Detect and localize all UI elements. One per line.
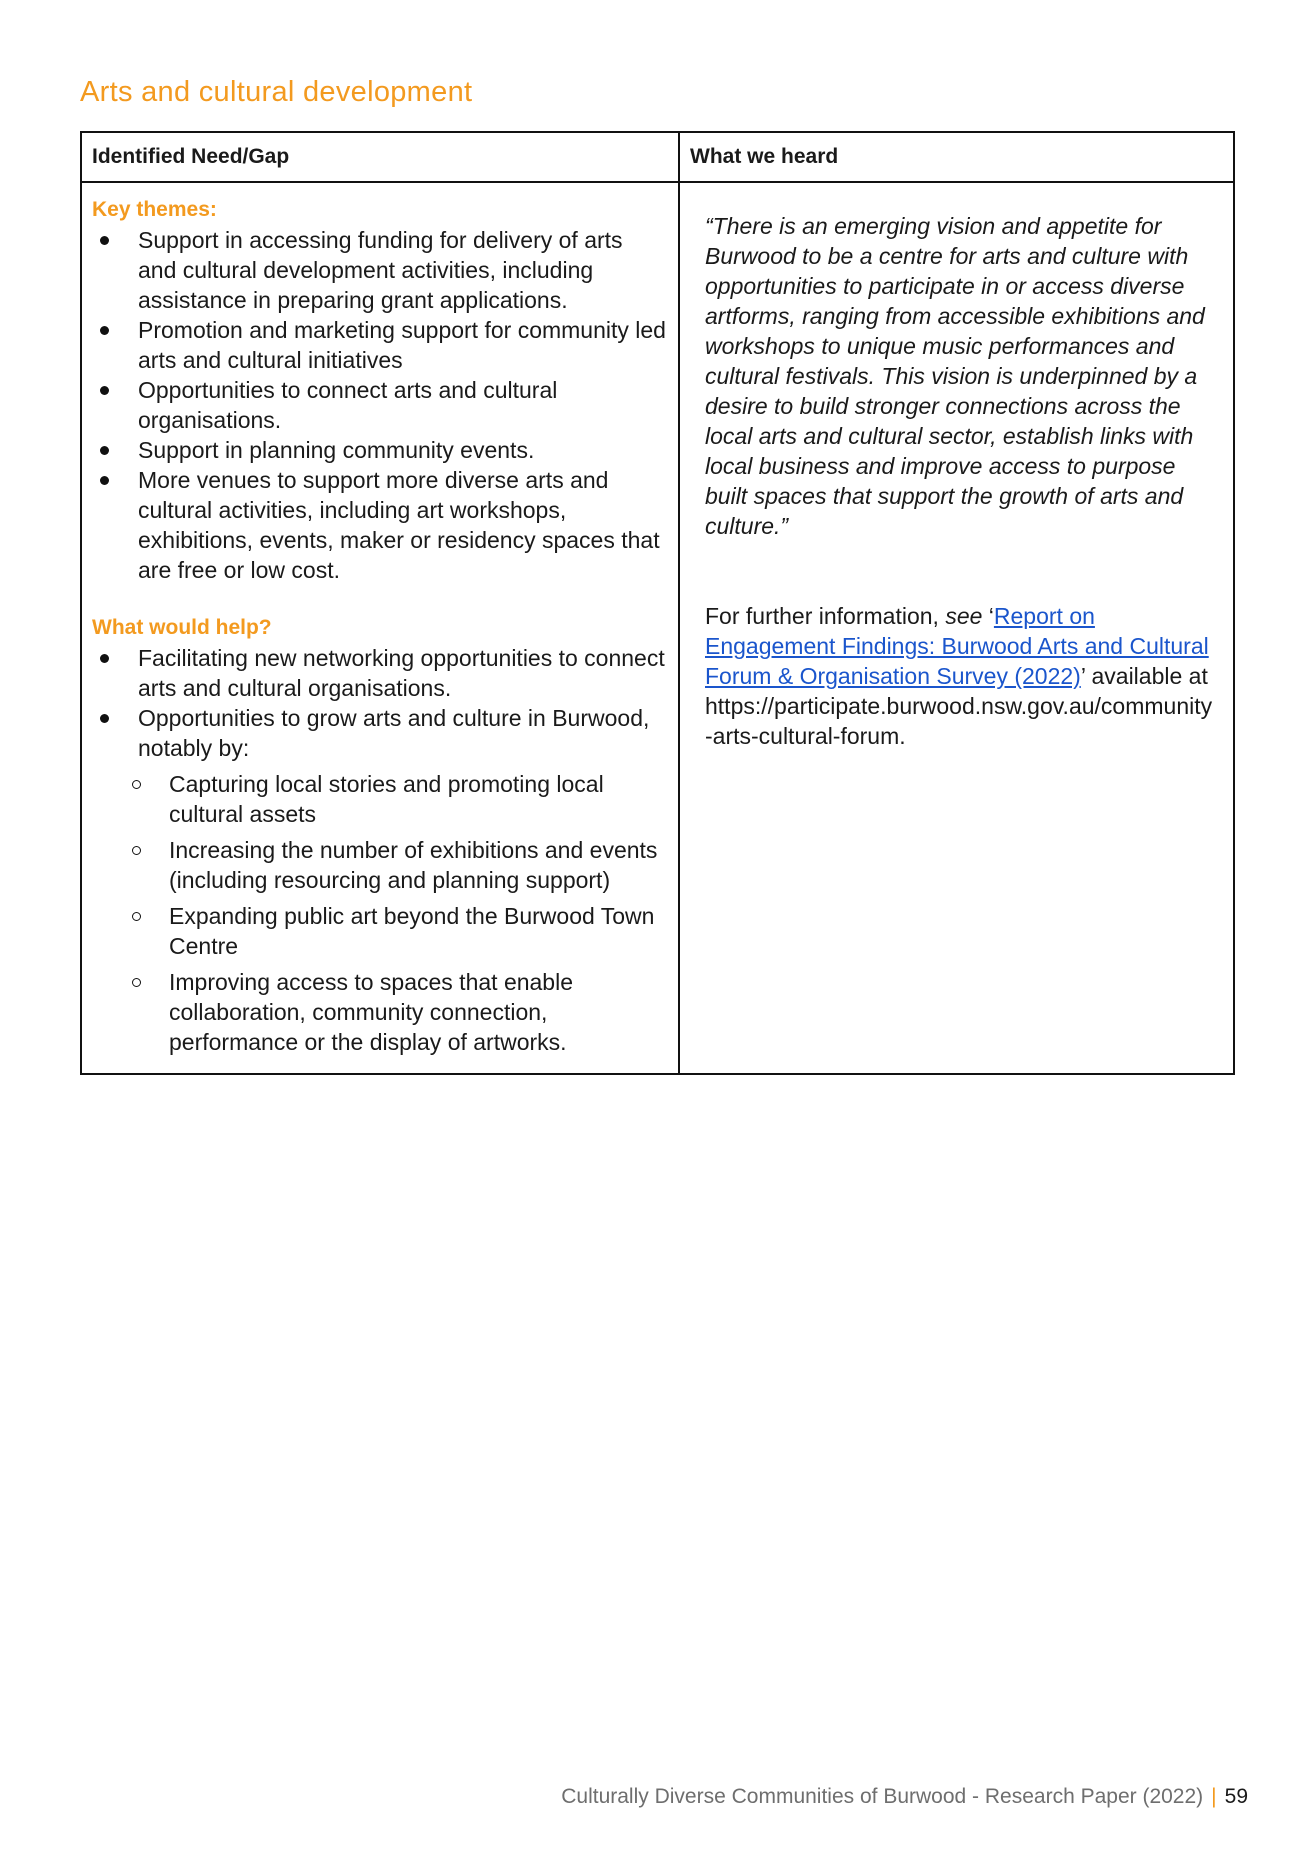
- page-title: Arts and cultural development: [80, 76, 473, 108]
- needs-table: [80, 131, 1235, 1075]
- sub-list-item: [92, 901, 666, 961]
- table-header-row: [81, 132, 1234, 182]
- key-themes-heading: Key themes:: [92, 198, 217, 221]
- available-at-text: available at: [1085, 663, 1208, 689]
- further-close-quote: ’: [1080, 663, 1086, 689]
- further-information: [705, 601, 1217, 751]
- bullet-icon: [100, 236, 109, 245]
- key-theme-text: Support in planning community events.: [138, 437, 535, 463]
- bullet-icon: [100, 386, 109, 395]
- community-quote: “There is an emerging vision and appetite for Burwood to be a centre for arts and culture with opportunities to participate in or access diverse artforms, ranging from accessible exhibitions and workshops to unique music performances and cultural festivals. This vision is underpinned by a desire to build stronger connections across the local arts and cultural sector, establish links with local business and improve access to purpose built spaces that support the growth of arts and culture.”: [705, 213, 1205, 539]
- circle-bullet-icon: [132, 846, 141, 855]
- list-item: [92, 375, 666, 435]
- key-theme-text: Support in accessing funding for delivery of arts and cultural development activities, including assistance in preparing grant applications.: [138, 227, 623, 313]
- list-item: [92, 225, 666, 315]
- footer-separator: |: [1211, 1785, 1217, 1808]
- identified-need-cell: [81, 182, 679, 1074]
- what-would-help-heading: What would help?: [92, 616, 272, 639]
- list-item: [92, 315, 666, 375]
- circle-bullet-icon: [132, 978, 141, 987]
- bullet-icon: [100, 476, 109, 485]
- page-footer: [561, 1785, 1248, 1809]
- circle-bullet-icon: [132, 780, 141, 789]
- circle-bullet-icon: [132, 912, 141, 921]
- help-subitem-text: Capturing local stories and promoting local cultural assets: [169, 771, 604, 827]
- list-item: [92, 465, 666, 585]
- table-row: [81, 182, 1234, 1074]
- list-item: [92, 703, 666, 763]
- header-identified-need: Identified Need/Gap: [81, 132, 679, 182]
- sub-list-item: [92, 967, 666, 1057]
- key-theme-text: Promotion and marketing support for community led arts and cultural initiatives: [138, 317, 666, 373]
- help-subitem-text: Increasing the number of exhibitions and events (including resourcing and planning support): [169, 837, 658, 893]
- bullet-icon: [100, 326, 109, 335]
- key-themes-list: [92, 225, 666, 585]
- further-see: see: [945, 603, 983, 629]
- header-what-we-heard: What we heard: [679, 132, 1234, 182]
- help-subitem-text: Expanding public art beyond the Burwood Town Centre: [169, 903, 655, 959]
- bullet-icon: [100, 654, 109, 663]
- key-theme-text: More venues to support more diverse arts and cultural activities, including art workshops, exhibitions, events, maker or residency spaces that are free or low cost.: [138, 467, 660, 583]
- bullet-icon: [100, 714, 109, 723]
- key-theme-text: Opportunities to connect arts and cultural organisations.: [138, 377, 558, 433]
- help-subitem-text: Improving access to spaces that enable collaboration, community connection, performance or the display of artworks.: [169, 969, 574, 1055]
- sub-list-item: [92, 769, 666, 829]
- what-we-heard-cell: [679, 182, 1234, 1074]
- help-sublist: [92, 769, 666, 1057]
- sub-list-item: [92, 835, 666, 895]
- help-item-text: Opportunities to grow arts and culture in Burwood, notably by:: [138, 705, 650, 761]
- page-number: 59: [1224, 1785, 1248, 1808]
- help-item-text: Facilitating new networking opportunities to connect arts and cultural organisations.: [138, 645, 665, 701]
- further-open-quote: ‘: [982, 603, 994, 629]
- report-link[interactable]: Report on Engagement Findings: Burwood Arts and Cultural Forum & Organisation Survey (2022): [705, 603, 1209, 689]
- forum-url-text: https://participate.burwood.nsw.gov.au/community-arts-cultural-forum.: [705, 693, 1213, 749]
- bullet-icon: [100, 446, 109, 455]
- list-item: [92, 643, 666, 703]
- further-prefix: For further information,: [705, 603, 946, 629]
- footer-title: Culturally Diverse Communities of Burwood - Research Paper (2022): [561, 1785, 1204, 1808]
- help-list: [92, 643, 666, 763]
- list-item: [92, 435, 666, 465]
